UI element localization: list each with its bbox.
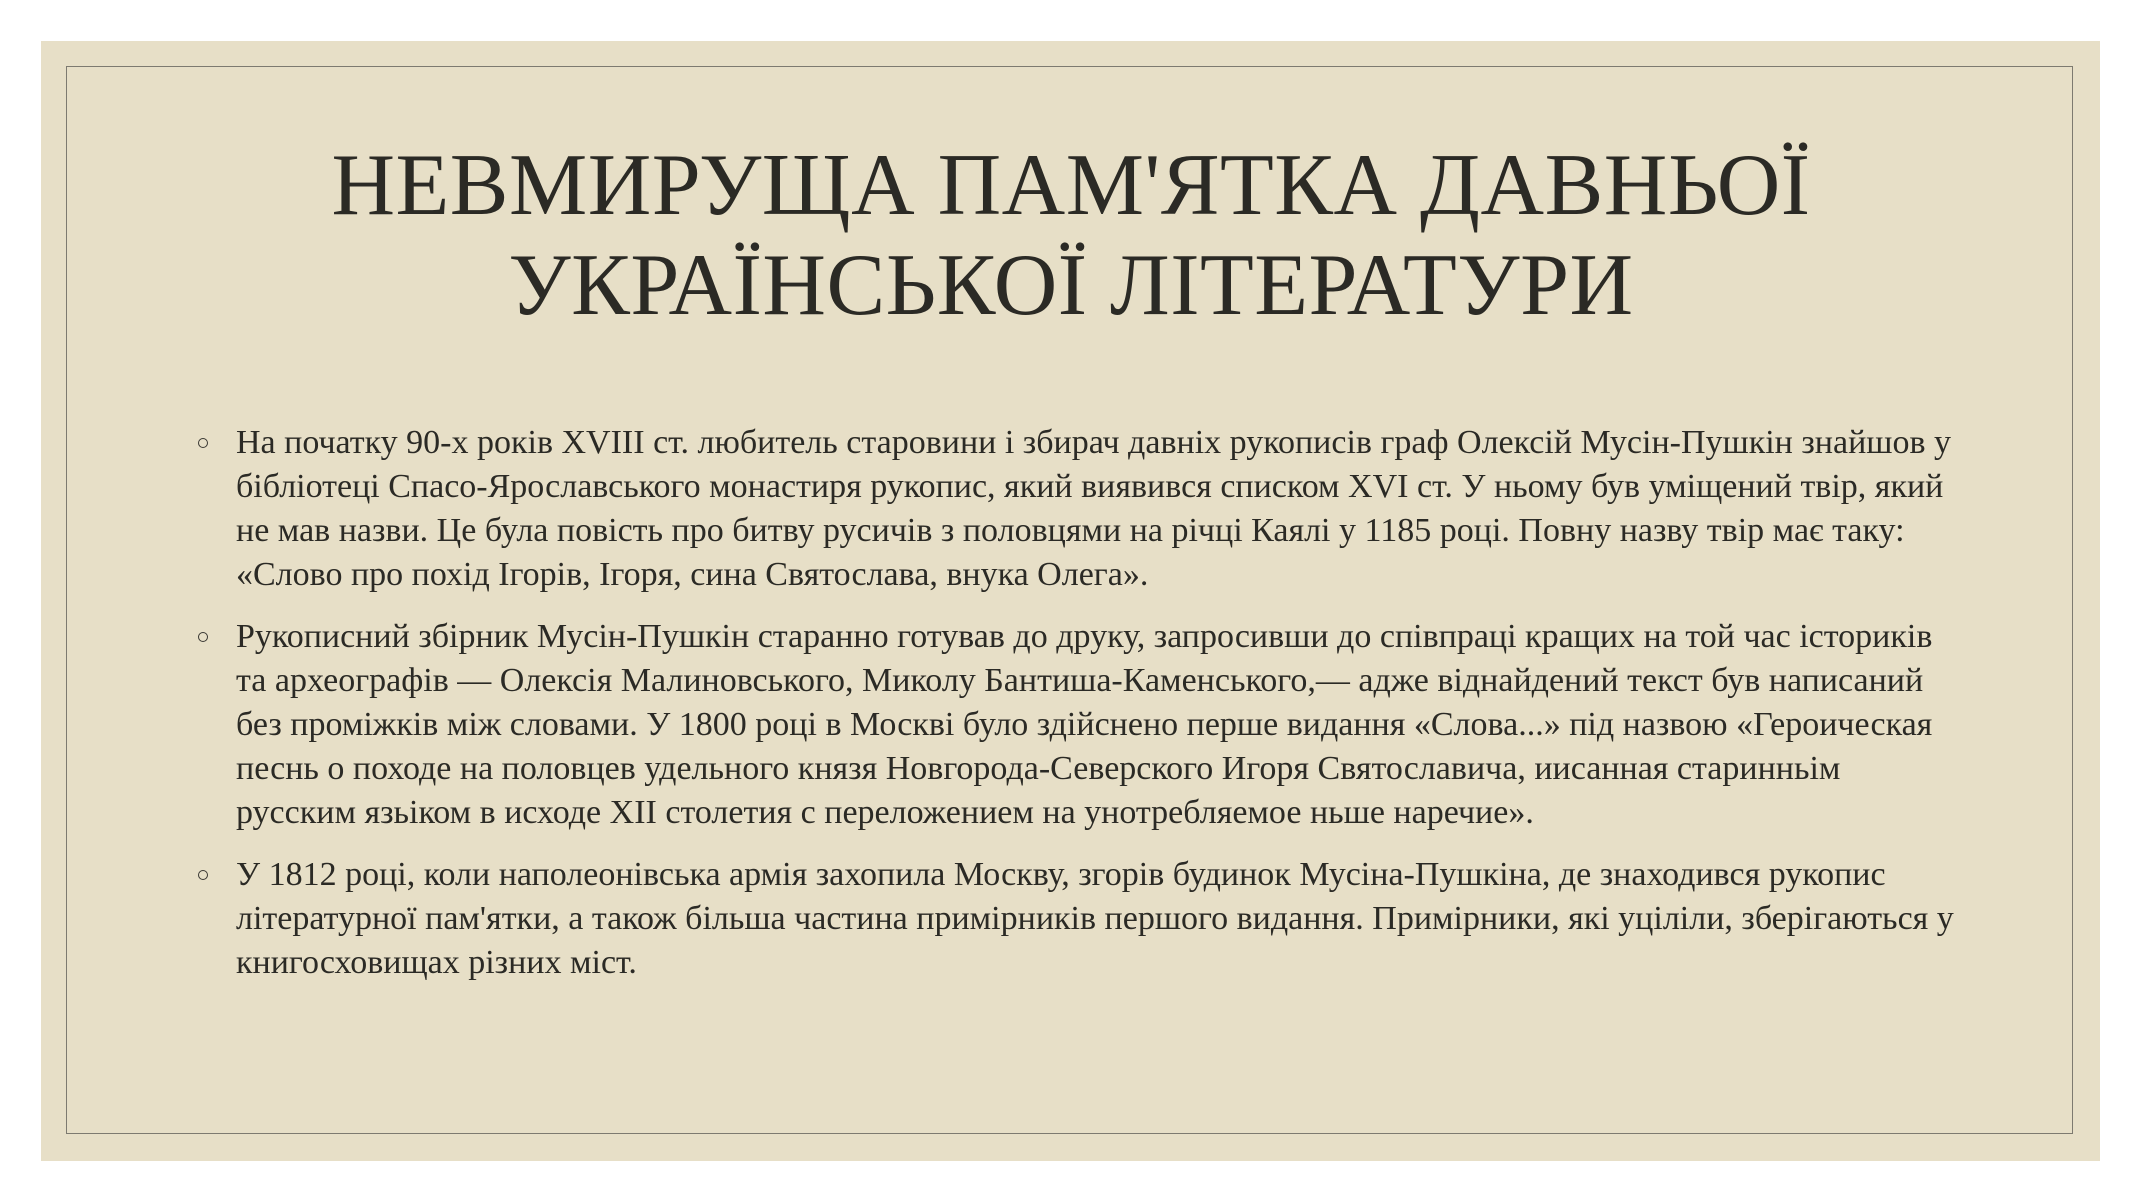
slide xyxy=(41,41,2100,1161)
paragraph-text: У 1812 році, коли наполеонівська армія захопила Москву, згорів будинок Мусіна-Пушкіна, де знаходився рукопис літературної пам'ятки, а також більша частина примірників першого видання. Примірники, які уціліли, зберігаються у книгосховищах різних міст. xyxy=(236,856,1954,981)
list-item xyxy=(196,615,1966,835)
hollow-circle-bullet-icon xyxy=(198,438,208,448)
bullet-list xyxy=(196,421,1966,1003)
paragraph-text: Рукописний збірник Мусін-Пушкін старанно готував до друку, запросивши до співпраці кращих на той час істориків та археографів — Олексія Малиновського, Миколу Бантиша-Каменського,— адже віднайдений текст був написаний без проміжків між словами. У 1800 році в Москві було здійснено перше видання «Слова...» під назвою «Героическая песнь о походе на половцев удельного князя Новгорода-Северского Игоря Святославича, иисанная старинньім русским язьiком в исходе XII столетия с переложением на унотребляемое ньше наречие». xyxy=(236,618,1933,831)
title-line-1: НЕВМИРУЩА ПАМ'ЯТКА ДАВНЬОЇ xyxy=(331,137,1811,234)
list-item xyxy=(196,421,1966,597)
hollow-circle-bullet-icon xyxy=(198,632,208,642)
title-line-2: УКРАЇНСЬКОЇ ЛІТЕРАТУРИ xyxy=(508,237,1634,334)
paragraph-text: На початку 90-х років XVIII ст. любитель старовини і збирач давніх рукописів граф Олексій Мусін-Пушкін знайшов у бібліотеці Спасо-Ярославського монастиря рукопис, який виявився списком XVI ст. У ньому був уміщений твір, який не мав назви. Це була повість про битву русичів з половцями на річці Каялі у 1185 році. Повну назву твір має таку: «Слово про похід Ігорів, Ігоря, сина Святослава, внука Олега». xyxy=(236,424,1952,593)
slide-title xyxy=(101,136,2041,336)
list-item xyxy=(196,853,1966,985)
hollow-circle-bullet-icon xyxy=(198,870,208,880)
